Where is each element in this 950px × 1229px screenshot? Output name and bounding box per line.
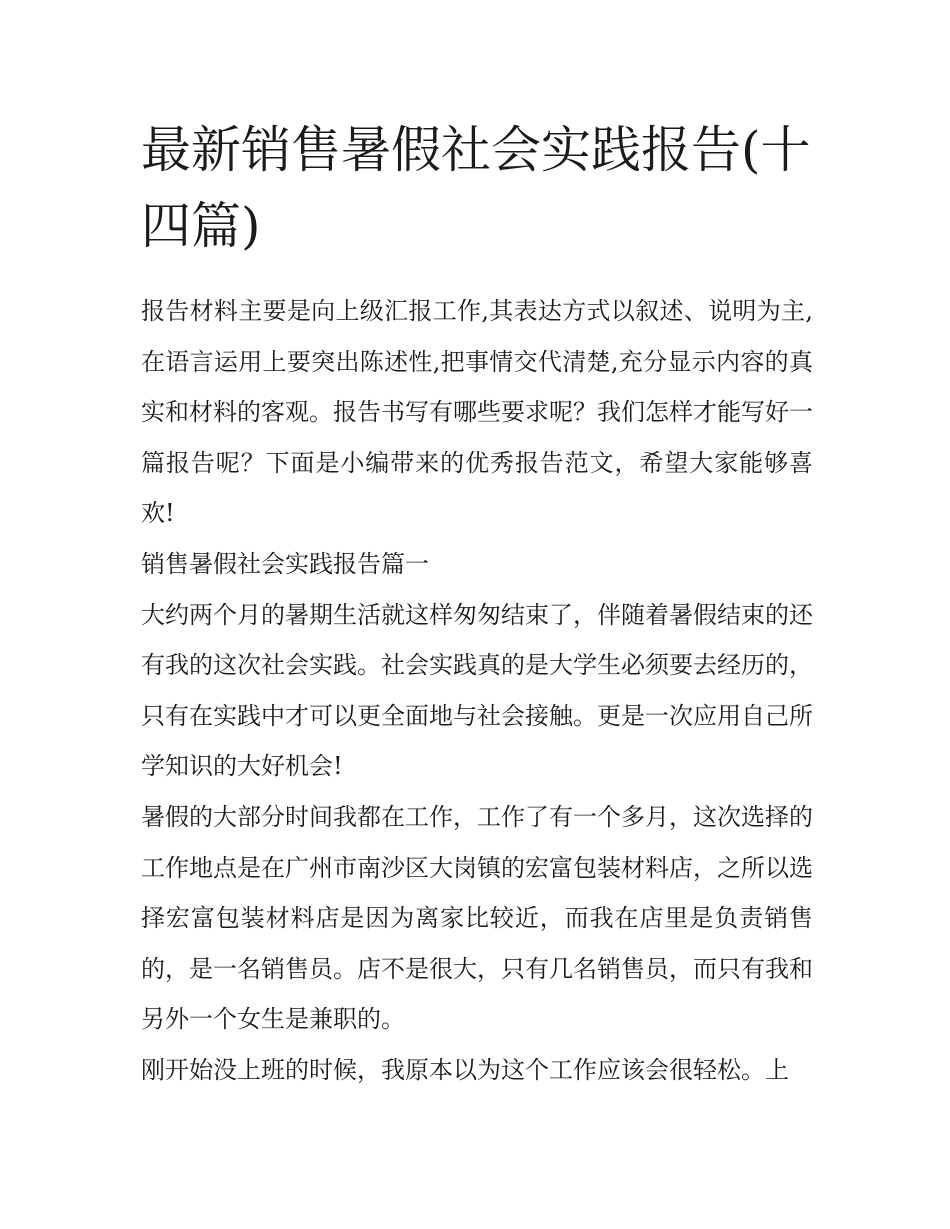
body-paragraph: 大约两个月的暑期生活就这样匆匆结束了，伴随着暑假结束的还有我的这次社会实践。社会实践真的是大学生必须要去经历的，只有在实践中才可以更全面地与社会接触。更是一次应用自己所学知识的大好机会! (141, 600, 813, 781)
section-heading: 销售暑假社会实践报告篇一 (141, 549, 429, 578)
document-body (141, 286, 813, 1096)
document-title: 最新销售暑假社会实践报告(十四篇) (141, 121, 811, 255)
body-paragraph: 暑假的大部分时间我都在工作，工作了有一个多月，这次选择的工作地点是在广州市南沙区大岗镇的宏富包装材料店，之所以选择宏富包装材料店是因为离家比较近，而我在店里是负责销售的，是一名销售员。店不是很大，只有几名销售员，而只有我和另外一个女生是兼职的。 (141, 802, 813, 1034)
document-page (141, 112, 813, 1096)
intro-paragraph: 报告材料主要是向上级汇报工作,其表达方式以叙述、说明为主,在语言运用上要突出陈述性,把事情交代清楚,充分显示内容的真实和材料的客观。报告书写有哪些要求呢？我们怎样才能写好一篇报告呢？下面是小编带来的优秀报告范文，希望大家能够喜欢! (141, 297, 813, 528)
body-paragraph: 刚开始没上班的时候，我原本以为这个工作应该会很轻松。上 (141, 1055, 789, 1084)
